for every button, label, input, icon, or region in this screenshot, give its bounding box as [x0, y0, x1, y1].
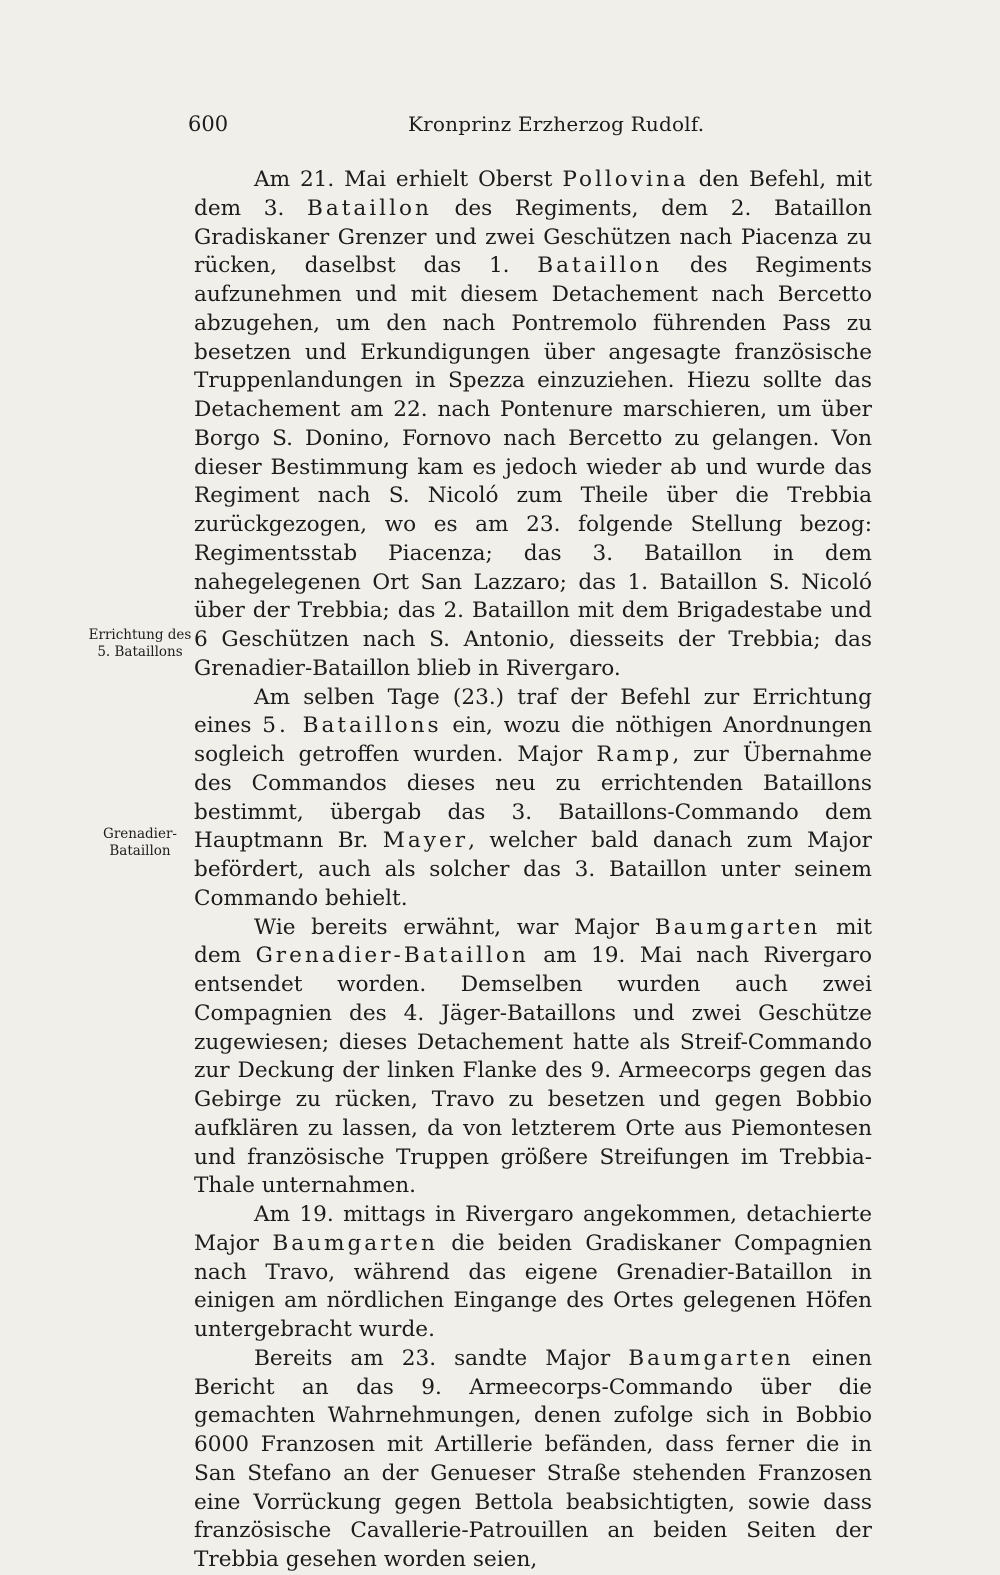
- emphasized-name: Baumgarten: [628, 1345, 794, 1371]
- text-run: Am 21. Mai erhielt Oberst: [254, 167, 563, 192]
- emphasized-name: Mayer: [382, 828, 469, 854]
- margin-note-line: Grenadier-: [103, 826, 177, 842]
- text-run: , zur Übernahme des Commandos dieses neu zu errichtenden Bataillons bestimmt, übergab das 3. Bataillons-Commando dem Hauptmann Br.: [194, 742, 872, 854]
- text-run: einen Bericht an das 9. Armeecorps-Commando über die gemachten Wahrnehmungen, denen zufolge sich in Bobbio 6000 Franzosen mit Artillerie befänden, dass ferner die in San Stefano an der Genueser Straße stehenden Franzosen eine Vorrückung gegen Bettola beabsichtigten, sowie dass französische Cavallerie-Patrouillen an beiden Seiten der Trebbia gesehen worden seien,: [194, 1345, 872, 1572]
- text-run: mit dem: [194, 914, 872, 969]
- emphasized-name: Ramp: [596, 742, 673, 767]
- emphasized-name: Baumgarten: [654, 914, 821, 940]
- text-run: Am 19. mittags in Rivergaro angekommen, detachierte Major: [194, 1202, 872, 1256]
- text-run: ein, wozu die nöthigen Anordnungen sogleich getroffen wurden. Major: [194, 713, 873, 767]
- running-title: Kronprinz Erzherzog Rudolf.: [408, 112, 705, 136]
- paragraph: [194, 1201, 872, 1345]
- emphasized-term: 5. Bataillons: [262, 713, 442, 739]
- page-number: 600: [188, 112, 229, 136]
- paragraph: [194, 914, 872, 1202]
- margin-note-line: Bataillon: [109, 843, 171, 859]
- text-run: den Befehl, mit dem 3.: [194, 167, 872, 221]
- margin-note: [80, 627, 200, 661]
- text-run: des Regiments, dem 2. Bataillon Gradiskaner Grenzer und zwei Geschützen nach Piacenza zu rücken, daselbst das 1.: [194, 195, 872, 279]
- text-run: die beiden Gradiskaner Compagnien nach Travo, während das eigene Grenadier-Bataillon in einigen am nördlichen Eingange des Ortes gelegenen Höfen untergebracht wurde.: [194, 1230, 872, 1342]
- emphasized-name: Pollovina: [562, 167, 689, 192]
- margin-note: [80, 826, 200, 860]
- emphasized-name: Baumgarten: [272, 1230, 438, 1256]
- paragraph: [194, 166, 872, 684]
- paragraph: [194, 1345, 872, 1575]
- paragraph: [194, 684, 872, 914]
- text-run: des Regiments aufzunehmen und mit diesem Detachement nach Bercetto abzugehen, um den nach Pontremolo führenden Pass zu besetzen und Erkundigungen über angesagte französische Truppenlandungen in Spezza einzuziehen. Hiezu sollte das Detachement am 22. nach Pontenure marschieren, um über Borgo S. Donino, Fornovo nach Bercetto zu gelangen. Von dieser Bestimmung kam es jedoch wieder ab und wurde das Regiment nach S. Nicoló zum Theile über die Trebbia zurückgezogen, wo es am 23. folgende Stellung bezog: Regimentsstab Piacenza; das 3. Bataillon in dem nahegelegenen Ort San Lazzaro; das 1. Bataillon S. Nicoló über der Trebbia; das 2. Bataillon mit dem Brigadestabe und 6 Geschützen nach S. Antonio, diesseits der Trebbia; das Grenadier-Bataillon blieb in Rivergaro.: [194, 253, 872, 681]
- text-run: , welcher bald danach zum Major befördert, auch als solcher das 3. Bataillon unter seinem Commando behielt.: [194, 828, 872, 911]
- text-run: Bereits am 23. sandte Major: [254, 1345, 629, 1371]
- text-run: am 19. Mai nach Rivergaro entsendet worden. Demselben wurden auch zwei Compagnien des 4. Jäger-Bataillons und zwei Geschütze zugewiesen; dieses Detachement hatte als Streif-Commando zur Deckung der linken Flanke des 9. Armeecorps gegen das Gebirge zu rücken, Travo zu besetzen und gegen Bobbio aufklären zu lassen, da von letzterem Orte aus Piemontesen und französische Truppen größere Streifungen im Trebbia-Thale unternahmen.: [194, 943, 872, 1199]
- text-run: Wie bereits erwähnt, war Major: [254, 914, 655, 940]
- emphasized-term: Bataillon: [306, 195, 432, 221]
- margin-note-line: Errichtung des: [88, 627, 192, 643]
- emphasized-term: Bataillon: [537, 253, 663, 279]
- body-text: [194, 166, 872, 1575]
- margin-note-line: 5. Bataillons: [97, 644, 183, 660]
- emphasized-term: Grenadier-Bataillon: [255, 943, 529, 969]
- text-run: Am selben Tage (23.) traf der Befehl zur Errichtung eines: [194, 684, 872, 739]
